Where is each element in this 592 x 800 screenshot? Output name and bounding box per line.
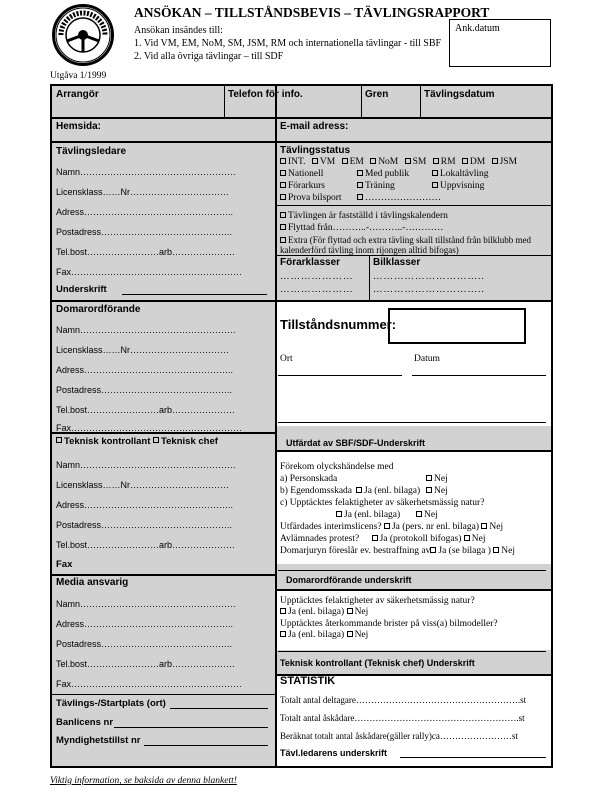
tavlingsledare-title: Tävlingsledare <box>56 146 127 157</box>
tk-tel-field[interactable]: Tel.bost……………………arb………………… <box>56 540 236 550</box>
tl-underskrift-label[interactable]: Underskrift <box>56 284 107 295</box>
tl-tel-field[interactable]: Tel.bost……………………arb………………… <box>56 247 236 257</box>
statistik-deltagare[interactable]: Totalt antal deltagare……………………………………………….st <box>280 695 527 705</box>
do-tel-field[interactable]: Tel.bost……………………arb………………… <box>56 405 236 415</box>
tk-postadress-field[interactable]: Postadress…………………………………….. <box>56 520 233 530</box>
status-traning[interactable]: Träning <box>357 181 395 192</box>
form-grid: Arrangör Telefon för info. Gren Tävlingsdatum Hemsida: E-mail adress: Tävlingsledare Namn……………………………………………. Licensklass……Nr…………………………… Adress………………………………………….. Postadress…………………………………….. Tel.bost……………………arb………………… Fax………………………………………………… Underskrift Tävlingsstatus INT. VM EM NoM SM RM DM JSM Nationell Med publik Lokaltävling Förarkurs Träning Uppvisning Prova bilsport …………………… Tävlingen är fastställd i tävlingskalendern Flyttad från………..-………..-………… Extra (För flyttad och extra tävling skall tillstånd från bilklubb med kalenderförd tävling inom rijongen alltid bifogas) Förarklasser Bilklasser ………………… ………………… ………………………….. ………………………….. Domarordförande Namn……………………………………………. Licensklass……Nr…………………………… Adress………………………………………….. Postadress…………………………………….. Tel.bost……………………arb………………… Fax………………………………………………… Tillståndsnummer: Ort Datum Utfärdat av SBF/SDF-Underskrift Teknisk kontrollant Teknisk chef Namn……………………………………………. Licensklass……Nr…………………………… Adress………………………………………….. Postadress…………………………………….. Tel.bost……………………arb………………… Fax Förekom olyckshändelse med a) Personskada Nej b) Egendomsskada Ja (enl. bilaga) Nej c) Upptäcktes felaktigheter av säkerhetsmässig natur? Ja (enl. bilaga) Nej Utfärdades interimslicens? Ja (pers. nr enl. bilaga) Nej Avlämnades protest? Ja (protokoll bifogas) Nej Domarjuryn föreslår ev. bestraffning av Ja (se bilaga ) Nej Domarordförande underskrift Media ansvarig Namn……………………………………………. Adress………………………………………….. Postadress…………………………………….. Tel.bost……………………arb………………… Fax………………………………………………… Tävlings-/Startplats (ort) Banlicens nr Myndighetstillst nr Upptäcktes felaktigheter av säkerhetsmässig natur? Ja (enl. bilaga) Nej Upptäcktes återkommande brister på viss(a) bilmodeller? Ja (enl. bilaga) Nej Teknisk kontrollant (Teknisk chef) Underskrift STATISTIK Totalt antal deltagare……………………………………………….st Totalt antal åskådare……………………………………………….st Beräknat totalt antal åskådare(gäller rally)ca……………………st Tävl.ledarens underskrift <box>50 84 553 768</box>
status-nationell[interactable]: Nationell <box>280 169 323 180</box>
olycka-a[interactable]: a) Personskada <box>280 474 338 484</box>
startplats-field[interactable]: Tävlings-/Startplats (ort) <box>56 698 166 709</box>
banlicens-field[interactable]: Banlicens nr <box>56 717 114 728</box>
status-prova-bilsport[interactable]: Prova bilsport <box>280 193 342 204</box>
status-other[interactable]: …………………… <box>357 193 441 204</box>
kalender-flyttad[interactable]: Flyttad från………..-………..-………… <box>280 223 443 234</box>
media-postadress-field[interactable]: Postadress…………………………………….. <box>56 639 233 649</box>
do-fax-field[interactable]: Fax………………………………………………… <box>56 423 243 433</box>
tillstand-datum-label: Datum <box>414 354 440 364</box>
send-to-line-2: 2. Vid alla övriga tävlingar – till SDF <box>134 51 284 62</box>
sbf-logo <box>52 4 114 66</box>
olycka-b-nej[interactable]: Nej <box>426 486 448 497</box>
tl-namn-field[interactable]: Namn……………………………………………. <box>56 167 236 177</box>
olycka-c-ja[interactable]: Ja (enl. bilaga) <box>336 510 400 521</box>
media-title: Media ansvarig <box>56 577 129 588</box>
olycka-question: Förekom olyckshändelse med <box>280 462 394 472</box>
media-adress-field[interactable]: Adress………………………………………….. <box>56 619 234 629</box>
gren-label: Gren <box>365 89 389 100</box>
send-to-line-1: 1. Vid VM, EM, NoM, SM, JSM, RM och internationella tävlingar - till SBF <box>134 38 442 49</box>
tk-licens-field[interactable]: Licensklass……Nr…………………………… <box>56 480 230 490</box>
ank-datum-label: Ank.datum <box>455 23 500 34</box>
do-licens-field[interactable]: Licensklass……Nr…………………………… <box>56 345 230 355</box>
arrangor-label: Arrangör <box>56 89 99 100</box>
send-to-label: Ansökan insändes till: <box>134 25 223 36</box>
statistik-title: STATISTIK <box>280 675 336 687</box>
tl-postadress-field[interactable]: Postadress…………………………………….. <box>56 227 233 237</box>
footer-note: Viktig information, se baksida av denna blankett! <box>50 776 237 786</box>
olycka-a-nej[interactable]: Nej <box>426 474 448 485</box>
tl-licens-field[interactable]: Licensklass……Nr…………………………… <box>56 187 230 197</box>
olycka-c: c) Upptäcktes felaktigheter av säkerhetsmässig natur? <box>280 498 485 508</box>
status-med-publik[interactable]: Med publik <box>357 169 409 180</box>
jury-row[interactable]: Domarjuryn föreslår ev. bestraffning av Ja (se bilaga ) Nej <box>280 546 515 556</box>
tillstand-ort-label: Ort <box>280 354 293 364</box>
email-label: E-mail adress: <box>280 121 349 132</box>
telefon-label: Telefon för info. <box>228 89 303 100</box>
kalender-faststalld[interactable]: Tävlingen är fastställd i tävlingskalendern <box>280 211 448 222</box>
statistik-beraknat[interactable]: Beräknat totalt antal åskådare(gäller rally)ca……………………st <box>280 731 518 741</box>
status-uppvisning[interactable]: Uppvisning <box>432 181 484 192</box>
sakerhet-q1-options[interactable]: Ja (enl. bilaga) Nej <box>280 607 368 618</box>
teknisk-signature-label: Teknisk kontrollant (Teknisk chef) Underskrift <box>280 658 475 668</box>
protest-row[interactable]: Avlämnades protest? Ja (protokoll bifogas) Nej <box>280 534 486 544</box>
sakerhet-q2-options[interactable]: Ja (enl. bilaga) Nej <box>280 630 368 641</box>
tillstandsnummer-box[interactable] <box>388 308 526 344</box>
olycka-b-ja[interactable]: Ja (enl. bilaga) <box>356 486 420 497</box>
tk-namn-field[interactable]: Namn……………………………………………. <box>56 460 236 470</box>
tl-adress-field[interactable]: Adress………………………………………….. <box>56 207 234 217</box>
domarordforande-title: Domarordförande <box>56 304 141 315</box>
media-namn-field[interactable]: Namn……………………………………………. <box>56 599 236 609</box>
status-forarkurs[interactable]: Förarkurs <box>280 181 325 192</box>
interimslicens-row[interactable]: Utfärdades interimslicens? Ja (pers. nr enl. bilaga) Nej <box>280 522 504 532</box>
tk-fax-field[interactable]: Fax <box>56 559 73 570</box>
status-level-row[interactable]: INT. VM EM NoM SM RM DM JSM <box>280 157 517 168</box>
kalender-extra[interactable]: Extra (För flyttad och extra tävling skall tillstånd från bilklubb med kalenderförd tävling inom rijongen alltid bifogas) <box>280 235 531 256</box>
tavlingsledare-signature-label: Tävl.ledarens underskrift <box>280 748 388 758</box>
edition-label: Utgåva 1/1999 <box>50 71 107 81</box>
media-fax-field[interactable]: Fax………………………………………………… <box>56 679 243 689</box>
olycka-b[interactable]: b) Egendomsskada <box>280 486 353 496</box>
bilklasser-label: Bilklasser <box>373 257 421 268</box>
do-postadress-field[interactable]: Postadress…………………………………….. <box>56 385 233 395</box>
teknisk-title: Teknisk kontrollant Teknisk chef <box>56 437 218 448</box>
ank-datum-box[interactable] <box>449 19 551 67</box>
page-title: ANSÖKAN – TILLSTÅNDSBEVIS – TÄVLINGSRAPPORT <box>134 5 490 20</box>
utfardat-signature-label: Utfärdat av SBF/SDF-Underskrift <box>286 438 426 448</box>
domarordforande-signature-label: Domarordförande underskrift <box>286 575 412 585</box>
olycka-c-nej[interactable]: Nej <box>416 510 438 521</box>
tl-fax-field[interactable]: Fax………………………………………………… <box>56 267 243 277</box>
hemsida-label: Hemsida: <box>56 121 102 132</box>
statistik-askadare[interactable]: Totalt antal åskådare……………………………………………….st <box>280 713 525 723</box>
sakerhet-q1: Upptäcktes felaktigheter av säkerhetsmässig natur? <box>280 596 475 606</box>
forarklasser-label: Förarklasser <box>280 257 341 268</box>
do-adress-field[interactable]: Adress………………………………………….. <box>56 365 234 375</box>
media-tel-field[interactable]: Tel.bost……………………arb………………… <box>56 659 236 669</box>
tk-adress-field[interactable]: Adress………………………………………….. <box>56 500 234 510</box>
sakerhet-q2: Upptäcktes återkommande brister på viss(a) bilmodeller? <box>280 619 498 629</box>
status-lokaltavling[interactable]: Lokaltävling <box>432 169 489 180</box>
myndighet-field[interactable]: Myndighetstillst nr <box>56 735 141 746</box>
tavlingsdatum-label: Tävlingsdatum <box>424 89 495 100</box>
tillstandsnummer-label: Tillståndsnummer: <box>280 317 397 332</box>
do-namn-field[interactable]: Namn……………………………………………. <box>56 325 236 335</box>
tavlingsstatus-title: Tävlingsstatus <box>280 145 351 156</box>
